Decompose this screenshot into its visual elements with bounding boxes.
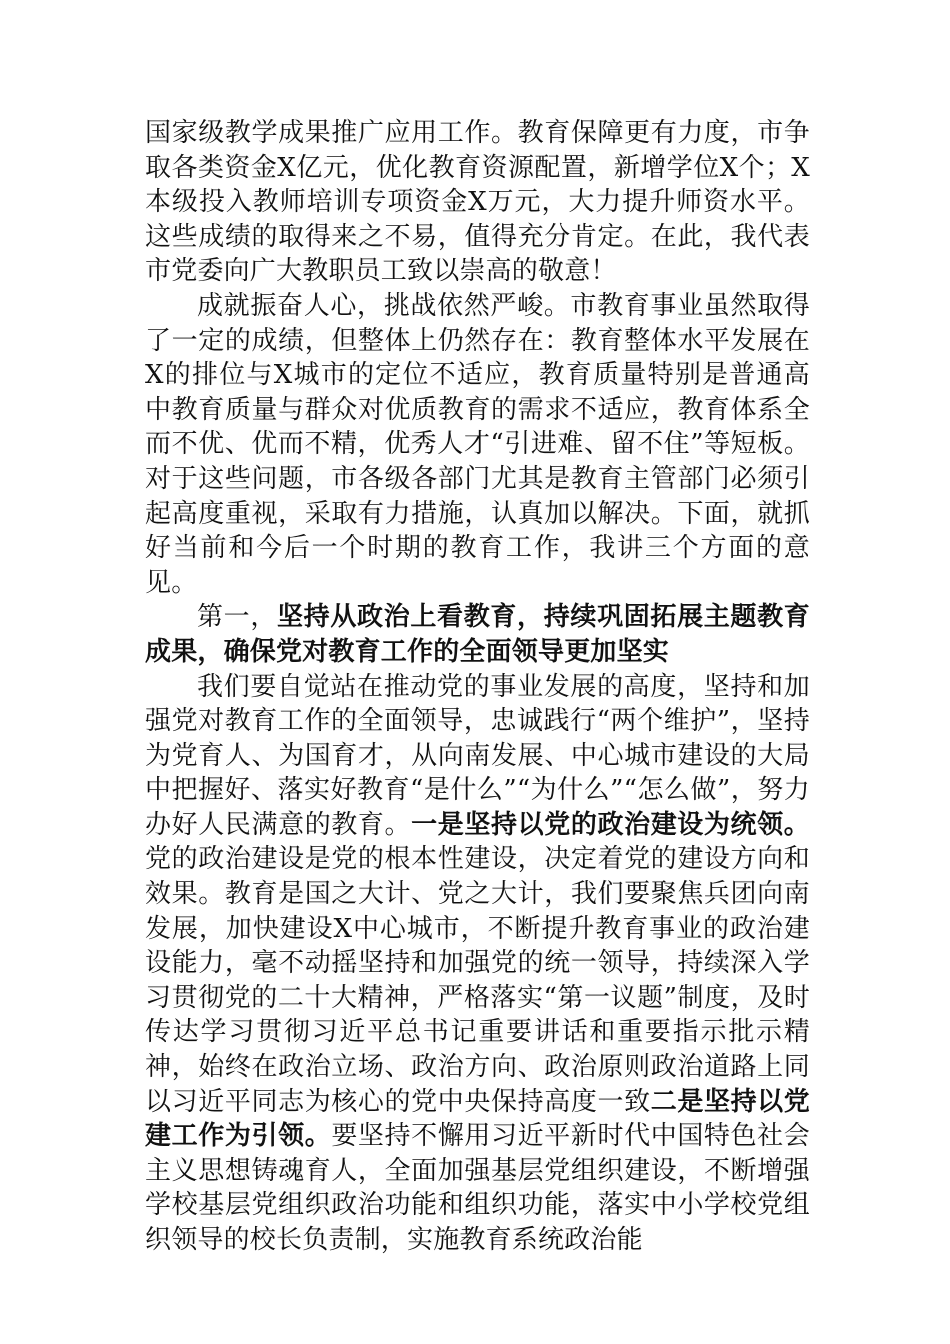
paragraph-4-intro: 我们要自觉站在推动党的事业发展的高度，坚持和加强党对教育工作的全面领导，忠诚践行“两个维护”，坚持为党育人、为国育才，从向南发展、中心城市建设的大局中把握好、落实好教育“是什么”“为什么”“怎么做”，努力办好人民满意的教育。 [145,671,810,840]
point-two-body: 要坚持不懈用习近平新时代中国特色社会主义思想铸魂育人，全面加强基层党组织建设，不断增强学校基层党组织政治功能和组织功能，落实中小学校党组织领导的校长负责制，实施教育系统政治能 [145,1121,810,1255]
paragraph-3-heading [145,600,810,669]
heading-text: 坚持从政治上看教育，持续巩固拓展主题教育成果，确保党对教育工作的全面领导更加坚实 [145,602,810,667]
point-one-body: 党的政治建设是党的根本性建设，决定着党的建设方向和效果。教育是国之大计、党之大计，我们要聚焦兵团向南发展，加快建设X中心城市，不断提升教育事业的政治建设能力，毫不动摇坚持和加强党的统一领导，持续深入学习贯彻党的二十大精神，严格落实“第一议题”制度，及时传达学习贯彻习近平总书记重要讲话和重要指示批示精神，始终在政治立场、政治方向、政治原则政治道路上同以习近平同志为核心的党中央保持高度一致 [145,844,810,1117]
point-two-heading: 二是坚持以党建工作为引领。 [145,1086,810,1152]
paragraph-1: 国家级教学成果推广应用工作。教育保障更有力度，市争取各类资金X亿元，优化教育资源配置，新增学位X个；X本级投入教师培训专项资金X万元，大力提升师资水平。这些成绩的取得来之不易，值得充分肯定。在此，我代表市党委向广大教职员工致以崇高的敬意！ [145,118,810,287]
paragraph-4 [145,670,810,1258]
paragraph-2: 成就振奋人心，挑战依然严峻。市教育事业虽然取得了一定的成绩，但整体上仍然存在：教育整体水平发展在X的排位与X城市的定位不适应，教育质量特别是普通高中教育质量与群众对优质教育的需求不适应，教育体系全而不优、优而不精，优秀人才“引进难、留不住”等短板。对于这些问题，市各级各部门尤其是教育主管部门必须引起高度重视，采取有力措施，认真加以解决。下面，就抓好当前和今后一个时期的教育工作，我讲三个方面的意见。 [145,290,810,598]
point-one-heading: 一是坚持以党的政治建设为统领。 [411,809,810,840]
heading-lead: 第一， [197,602,278,633]
document-body [145,116,810,1258]
